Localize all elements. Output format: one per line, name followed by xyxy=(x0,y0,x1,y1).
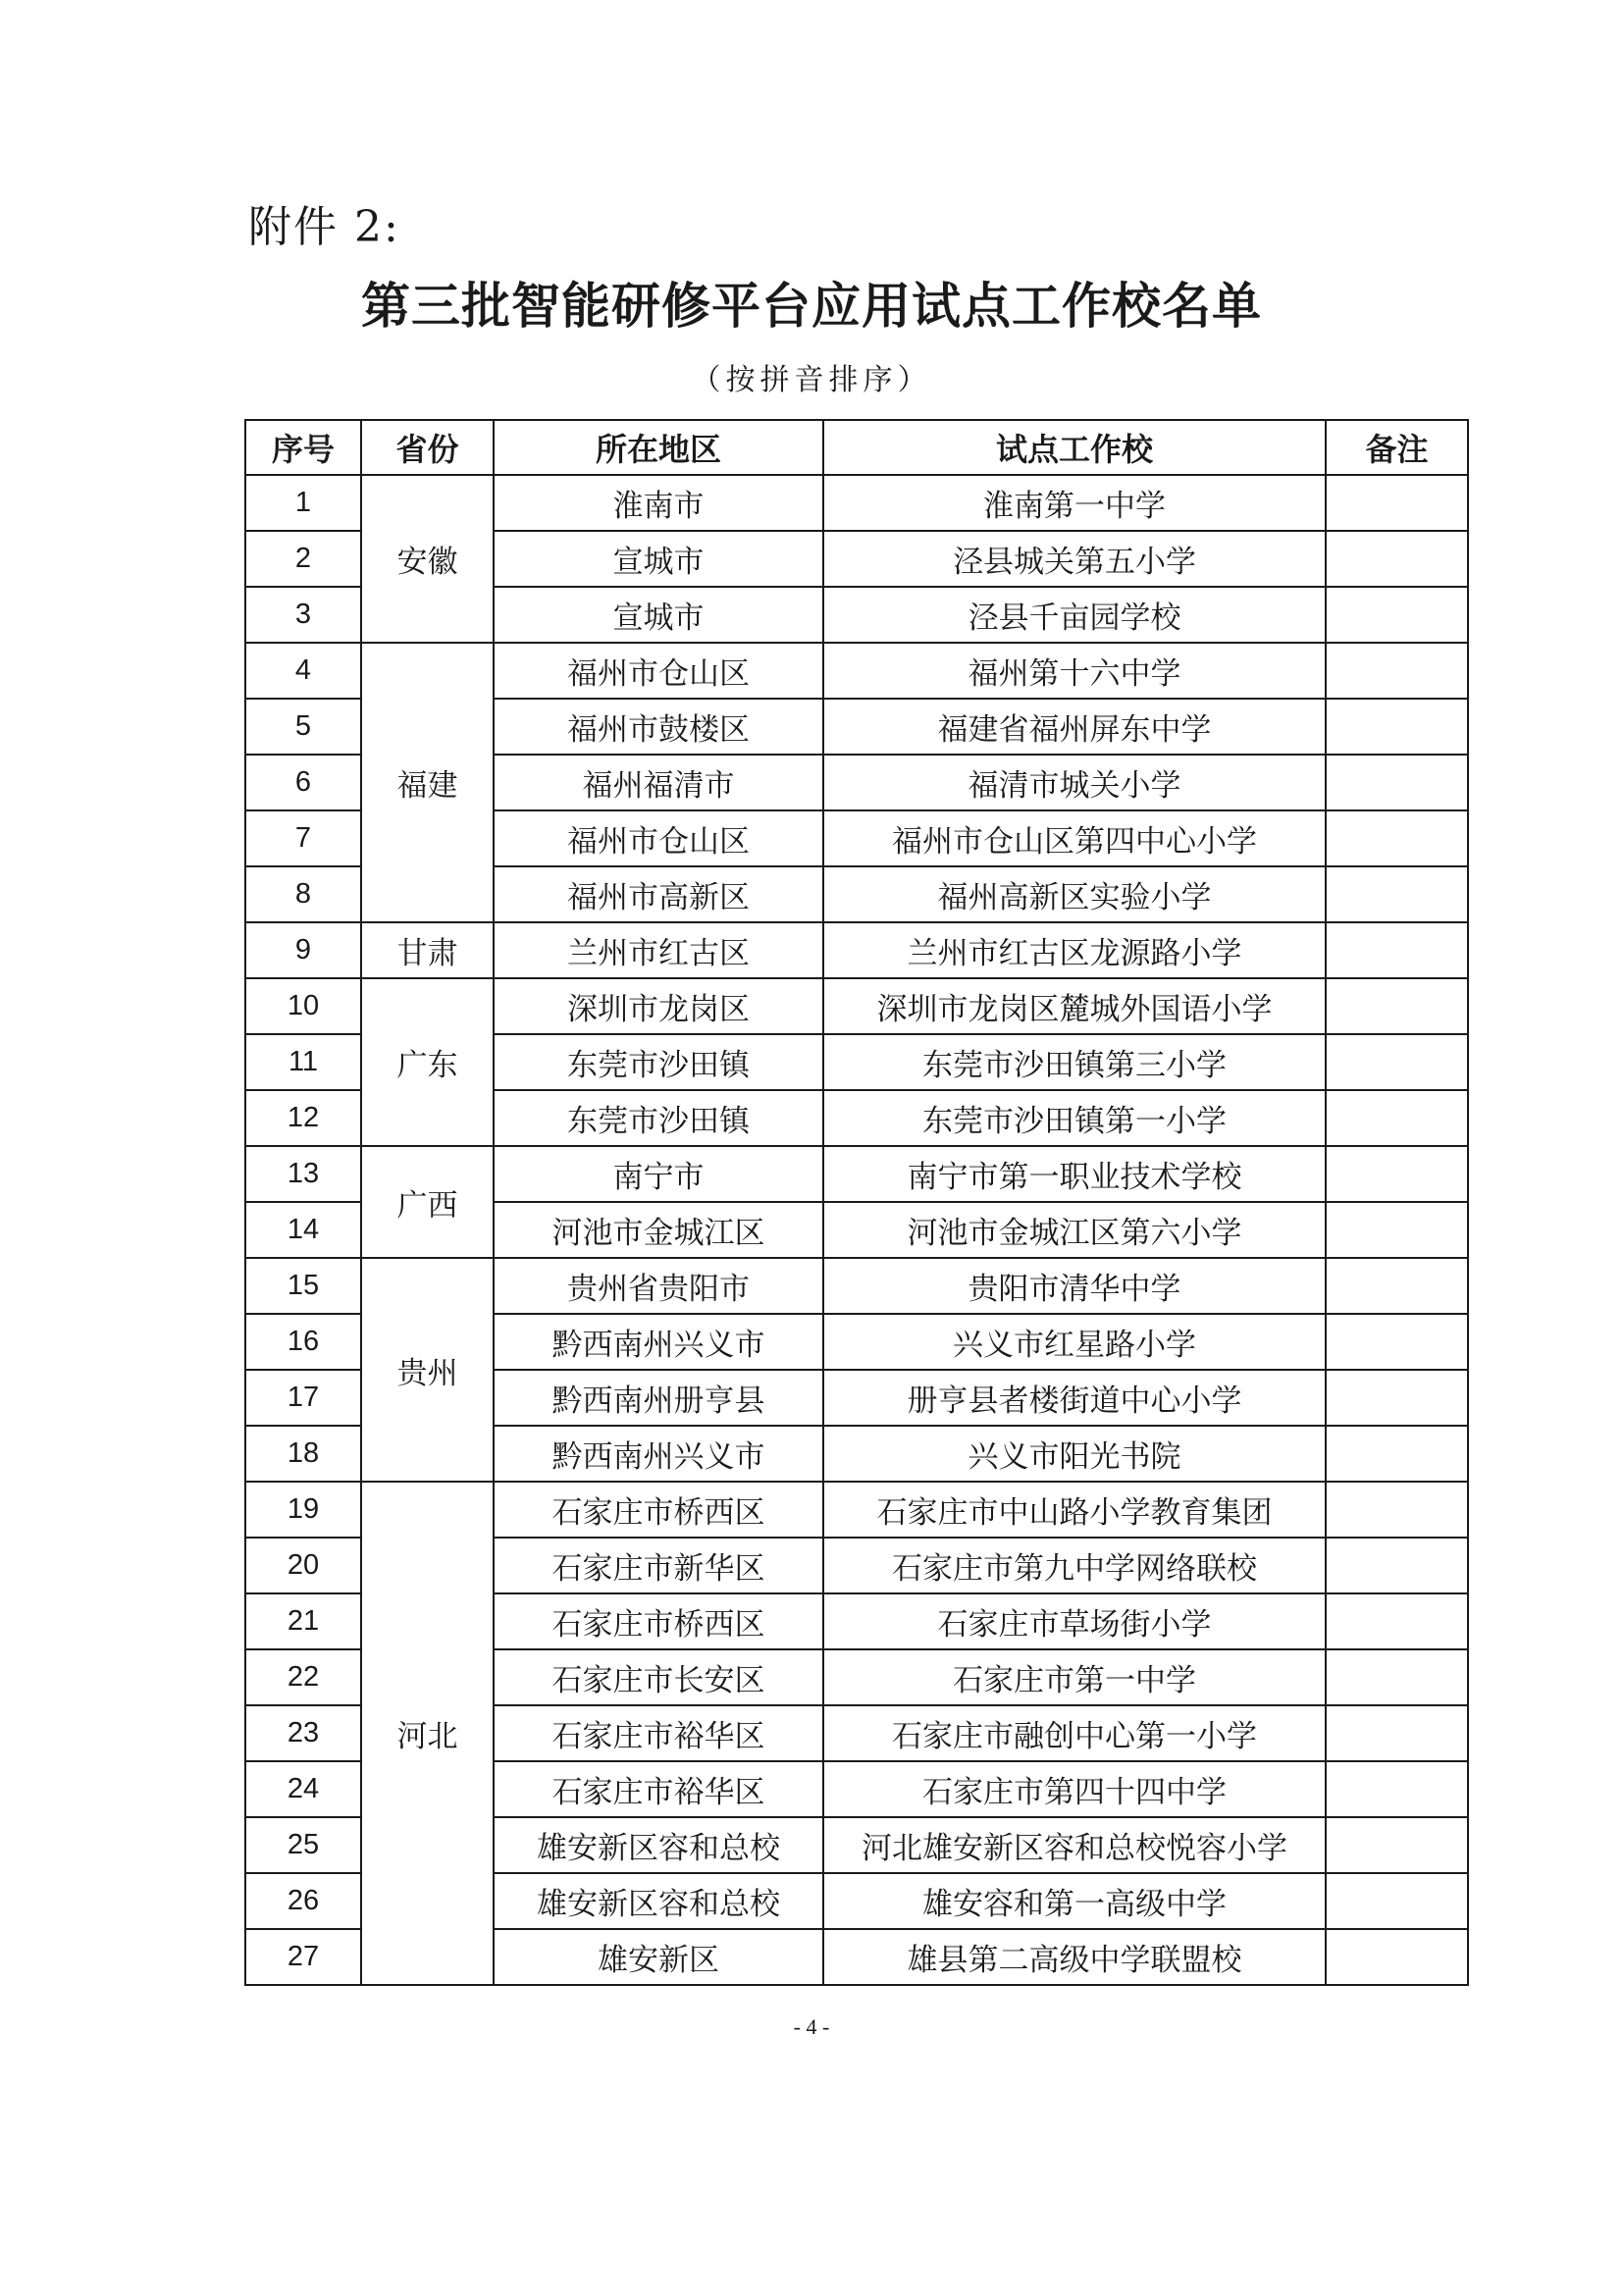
note-cell xyxy=(1326,1314,1468,1370)
table-row xyxy=(245,475,1468,531)
region-cell: 雄安新区容和总校 xyxy=(494,1817,823,1873)
school-cell: 福州市仓山区第四中心小学 xyxy=(823,810,1326,866)
school-cell: 石家庄市中山路小学教育集团 xyxy=(823,1482,1326,1538)
school-cell: 东莞市沙田镇第三小学 xyxy=(823,1034,1326,1090)
note-cell xyxy=(1326,1649,1468,1705)
row-number: 18 xyxy=(245,1426,361,1482)
region-cell: 南宁市 xyxy=(494,1146,823,1202)
region-cell: 福州市仓山区 xyxy=(494,643,823,699)
note-cell xyxy=(1326,1034,1468,1090)
note-cell xyxy=(1326,1929,1468,1985)
school-cell: 石家庄市第一中学 xyxy=(823,1649,1326,1705)
region-cell: 宣城市 xyxy=(494,531,823,587)
region-cell: 石家庄市长安区 xyxy=(494,1649,823,1705)
school-cell: 南宁市第一职业技术学校 xyxy=(823,1146,1326,1202)
note-cell xyxy=(1326,755,1468,810)
region-cell: 东莞市沙田镇 xyxy=(494,1090,823,1146)
row-number: 21 xyxy=(245,1593,361,1649)
row-number: 26 xyxy=(245,1873,361,1929)
note-cell xyxy=(1326,1370,1468,1426)
school-cell: 东莞市沙田镇第一小学 xyxy=(823,1090,1326,1146)
row-number: 25 xyxy=(245,1817,361,1873)
note-cell xyxy=(1326,475,1468,531)
note-cell xyxy=(1326,1482,1468,1538)
pilot-school-table xyxy=(244,419,1469,1986)
table-header-row xyxy=(245,420,1468,475)
school-cell: 深圳市龙岗区麓城外国语小学 xyxy=(823,978,1326,1034)
province-cell: 甘肃 xyxy=(361,922,494,978)
note-cell xyxy=(1326,1258,1468,1314)
region-cell: 黔西南州册亨县 xyxy=(494,1370,823,1426)
note-cell xyxy=(1326,1090,1468,1146)
region-cell: 石家庄市新华区 xyxy=(494,1538,823,1593)
school-cell: 贵阳市清华中学 xyxy=(823,1258,1326,1314)
province-cell: 广西 xyxy=(361,1146,494,1258)
row-number: 13 xyxy=(245,1146,361,1202)
note-cell xyxy=(1326,531,1468,587)
note-cell xyxy=(1326,922,1468,978)
region-cell: 贵州省贵阳市 xyxy=(494,1258,823,1314)
note-cell xyxy=(1326,1593,1468,1649)
note-cell xyxy=(1326,978,1468,1034)
region-cell: 福州福清市 xyxy=(494,755,823,810)
region-cell: 石家庄市裕华区 xyxy=(494,1761,823,1817)
school-cell: 福建省福州屏东中学 xyxy=(823,699,1326,755)
note-cell xyxy=(1326,1761,1468,1817)
school-cell: 雄安容和第一高级中学 xyxy=(823,1873,1326,1929)
row-number: 7 xyxy=(245,810,361,866)
row-number: 23 xyxy=(245,1705,361,1761)
region-cell: 东莞市沙田镇 xyxy=(494,1034,823,1090)
school-cell: 石家庄市第四十四中学 xyxy=(823,1761,1326,1817)
school-cell: 福州高新区实验小学 xyxy=(823,866,1326,922)
row-number: 2 xyxy=(245,531,361,587)
province-cell: 河北 xyxy=(361,1482,494,1985)
table-body xyxy=(245,475,1468,1985)
note-cell xyxy=(1326,1426,1468,1482)
region-cell: 黔西南州兴义市 xyxy=(494,1426,823,1482)
school-cell: 册亨县者楼街道中心小学 xyxy=(823,1370,1326,1426)
school-cell: 河池市金城江区第六小学 xyxy=(823,1202,1326,1258)
region-cell: 淮南市 xyxy=(494,475,823,531)
header-no: 序号 xyxy=(245,420,361,475)
province-cell: 贵州 xyxy=(361,1258,494,1482)
header-region: 所在地区 xyxy=(494,420,823,475)
province-cell: 福建 xyxy=(361,643,494,922)
note-cell xyxy=(1326,866,1468,922)
school-cell: 河北雄安新区容和总校悦容小学 xyxy=(823,1817,1326,1873)
row-number: 10 xyxy=(245,978,361,1034)
row-number: 15 xyxy=(245,1258,361,1314)
region-cell: 深圳市龙岗区 xyxy=(494,978,823,1034)
row-number: 16 xyxy=(245,1314,361,1370)
row-number: 11 xyxy=(245,1034,361,1090)
row-number: 19 xyxy=(245,1482,361,1538)
row-number: 20 xyxy=(245,1538,361,1593)
note-cell xyxy=(1326,1146,1468,1202)
note-cell xyxy=(1326,810,1468,866)
school-cell: 淮南第一中学 xyxy=(823,475,1326,531)
header-note: 备注 xyxy=(1326,420,1468,475)
note-cell xyxy=(1326,1873,1468,1929)
note-cell xyxy=(1326,1705,1468,1761)
row-number: 22 xyxy=(245,1649,361,1705)
school-cell: 石家庄市草场街小学 xyxy=(823,1593,1326,1649)
region-cell: 福州市高新区 xyxy=(494,866,823,922)
region-cell: 福州市仓山区 xyxy=(494,810,823,866)
school-cell: 泾县城关第五小学 xyxy=(823,531,1326,587)
table-row xyxy=(245,643,1468,699)
header-province: 省份 xyxy=(361,420,494,475)
region-cell: 宣城市 xyxy=(494,587,823,643)
page-number: - 4 - xyxy=(793,2014,830,2039)
province-cell: 广东 xyxy=(361,978,494,1146)
row-number: 1 xyxy=(245,475,361,531)
note-cell xyxy=(1326,1817,1468,1873)
school-cell: 兴义市阳光书院 xyxy=(823,1426,1326,1482)
note-cell xyxy=(1326,643,1468,699)
note-cell xyxy=(1326,587,1468,643)
school-cell: 泾县千亩园学校 xyxy=(823,587,1326,643)
school-cell: 石家庄市融创中心第一小学 xyxy=(823,1705,1326,1761)
region-cell: 兰州市红古区 xyxy=(494,922,823,978)
attachment-label: 附件 2: xyxy=(248,202,400,252)
row-number: 3 xyxy=(245,587,361,643)
table-row xyxy=(245,922,1468,978)
note-cell xyxy=(1326,1538,1468,1593)
region-cell: 河池市金城江区 xyxy=(494,1202,823,1258)
row-number: 14 xyxy=(245,1202,361,1258)
region-cell: 石家庄市桥西区 xyxy=(494,1482,823,1538)
school-cell: 雄县第二高级中学联盟校 xyxy=(823,1929,1326,1985)
region-cell: 石家庄市裕华区 xyxy=(494,1705,823,1761)
row-number: 24 xyxy=(245,1761,361,1817)
school-cell: 兴义市红星路小学 xyxy=(823,1314,1326,1370)
header-school: 试点工作校 xyxy=(823,420,1326,475)
table-row xyxy=(245,1482,1468,1538)
row-number: 8 xyxy=(245,866,361,922)
region-cell: 黔西南州兴义市 xyxy=(494,1314,823,1370)
document-subtitle: （按拼音排序） xyxy=(691,363,932,397)
region-cell: 福州市鼓楼区 xyxy=(494,699,823,755)
row-number: 27 xyxy=(245,1929,361,1985)
table-row xyxy=(245,1146,1468,1202)
row-number: 5 xyxy=(245,699,361,755)
table-row xyxy=(245,978,1468,1034)
row-number: 6 xyxy=(245,755,361,810)
school-cell: 福清市城关小学 xyxy=(823,755,1326,810)
note-cell xyxy=(1326,699,1468,755)
region-cell: 雄安新区容和总校 xyxy=(494,1873,823,1929)
school-cell: 福州第十六中学 xyxy=(823,643,1326,699)
table-row xyxy=(245,1258,1468,1314)
note-cell xyxy=(1326,1202,1468,1258)
row-number: 4 xyxy=(245,643,361,699)
row-number: 12 xyxy=(245,1090,361,1146)
row-number: 9 xyxy=(245,922,361,978)
school-cell: 兰州市红古区龙源路小学 xyxy=(823,922,1326,978)
region-cell: 石家庄市桥西区 xyxy=(494,1593,823,1649)
region-cell: 雄安新区 xyxy=(494,1929,823,1985)
province-cell: 安徽 xyxy=(361,475,494,643)
school-cell: 石家庄市第九中学网络联校 xyxy=(823,1538,1326,1593)
row-number: 17 xyxy=(245,1370,361,1426)
document-title: 第三批智能研修平台应用试点工作校名单 xyxy=(361,278,1262,335)
